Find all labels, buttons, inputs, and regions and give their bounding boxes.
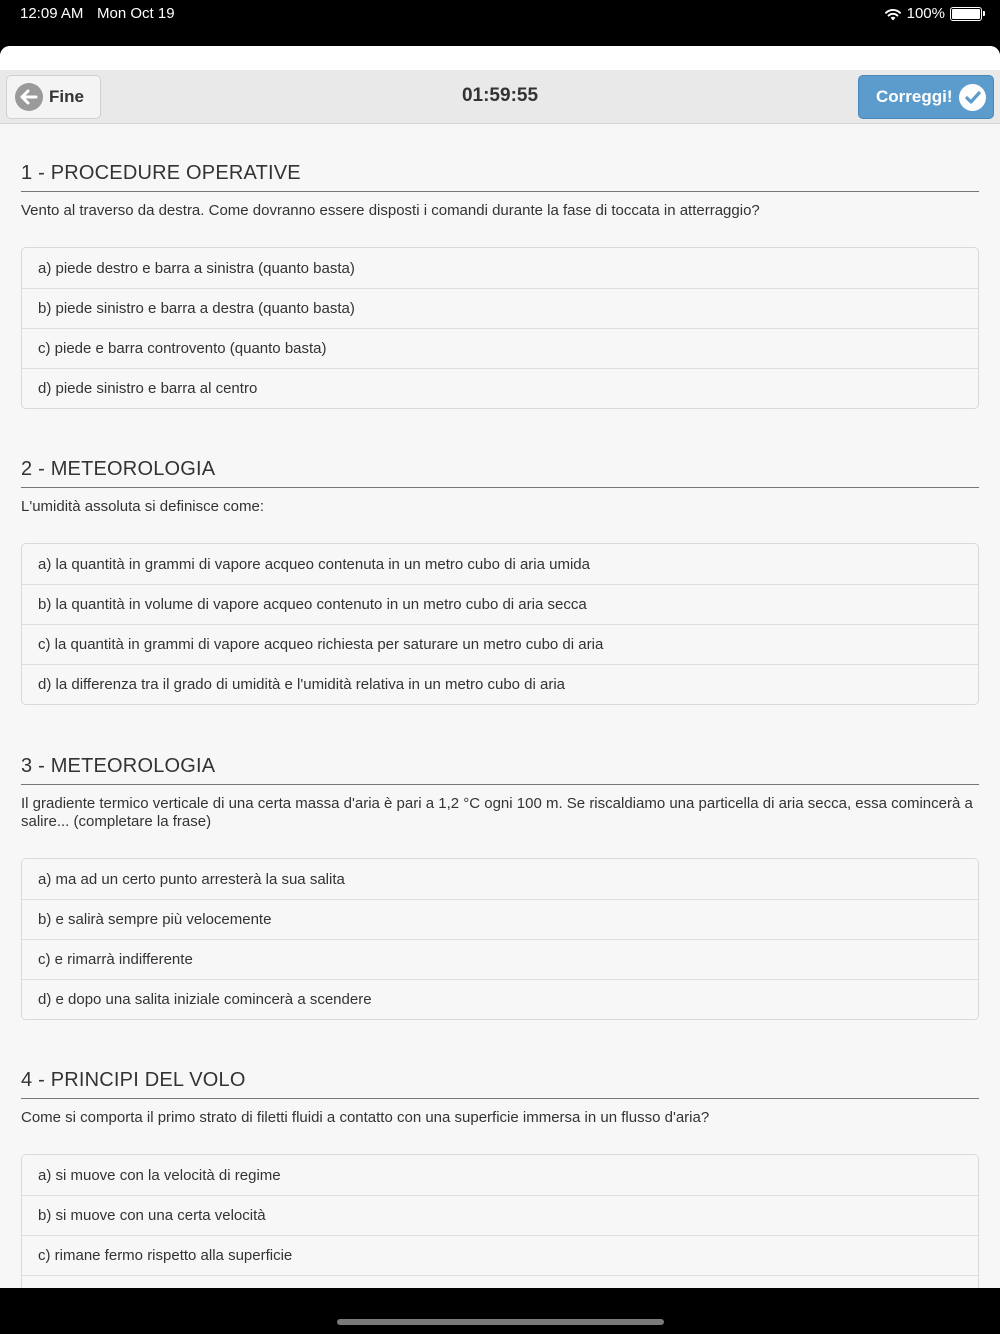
question-title: 4 - PRINCIPI DEL VOLO <box>21 1069 979 1099</box>
answer-option[interactable]: b) la quantità in volume di vapore acqueo contenuto in un metro cubo di aria secca <box>22 584 978 624</box>
status-date: Mon Oct 19 <box>97 5 175 22</box>
answer-option[interactable]: a) si muove con la velocità di regime <box>22 1155 978 1195</box>
question-text: L'umidità assoluta si definisce come: <box>21 498 264 515</box>
status-bar <box>0 0 1000 46</box>
answer-option[interactable]: b) si muove con una certa velocità <box>22 1195 978 1235</box>
answer-option[interactable]: b) e salirà sempre più velocemente <box>22 899 978 939</box>
correggi-button-label: Correggi! <box>876 87 953 106</box>
toolbar <box>0 70 1000 124</box>
question-title: 3 - METEOROLOGIA <box>21 755 979 785</box>
answer-option[interactable]: a) piede destro e barra a sinistra (quanto basta) <box>22 248 978 288</box>
answer-option[interactable]: d) la differenza tra il grado di umidità e l'umidità relativa in un metro cubo di aria <box>22 664 978 704</box>
answer-option[interactable]: a) la quantità in grammi di vapore acqueo contenuta in un metro cubo di aria umida <box>22 544 978 584</box>
wifi-icon <box>884 7 902 21</box>
question-text: Come si comporta il primo strato di filetti fluidi a contatto con una superficie immersa in un flusso d'aria? <box>21 1109 710 1126</box>
correggi-button[interactable] <box>858 75 994 119</box>
answer-option[interactable]: d) piede sinistro e barra al centro <box>22 368 978 408</box>
home-indicator[interactable] <box>337 1319 664 1325</box>
question-2 <box>21 458 979 693</box>
answer-list <box>21 858 979 1020</box>
question-title: 2 - METEOROLOGIA <box>21 458 979 488</box>
question-4 <box>21 1069 979 1264</box>
question-title: 1 - PROCEDURE OPERATIVE <box>21 162 979 192</box>
question-1 <box>21 162 979 397</box>
home-bar <box>0 1288 1000 1334</box>
answer-option[interactable]: d) e dopo una salita iniziale comincerà a scendere <box>22 979 978 1019</box>
answer-option[interactable]: b) piede sinistro e barra a destra (quanto basta) <box>22 288 978 328</box>
battery-icon <box>950 7 982 21</box>
answer-list <box>21 247 979 409</box>
checkmark-icon <box>959 84 986 111</box>
question-3 <box>21 755 979 1008</box>
fine-button-label: Fine <box>49 87 84 106</box>
question-text: Vento al traverso da destra. Come dovranno essere disposti i comandi durante la fase di toccata in atterraggio? <box>21 202 760 219</box>
question-text: Il gradiente termico verticale di una certa massa d'aria è pari a 1,2 °C ogni 100 m. Se riscaldiamo una particella di aria secca, essa comincerà a salire... (completare la frase) <box>21 795 973 830</box>
battery-percentage: 100% <box>906 5 945 22</box>
answer-list <box>21 543 979 705</box>
countdown-timer: 01:59:55 <box>461 85 539 106</box>
answer-option[interactable]: c) e rimarrà indifferente <box>22 939 978 979</box>
quiz-screen <box>0 46 1000 1288</box>
answer-option[interactable] <box>22 1275 978 1288</box>
answer-option[interactable]: a) ma ad un certo punto arresterà la sua salita <box>22 859 978 899</box>
status-time: 12:09 AM <box>20 5 84 22</box>
status-indicators <box>884 5 982 22</box>
answer-option[interactable]: c) la quantità in grammi di vapore acqueo richiesta per saturare un metro cubo di aria <box>22 624 978 664</box>
answer-list <box>21 1154 979 1288</box>
answer-option[interactable]: c) piede e barra controvento (quanto basta) <box>22 328 978 368</box>
answer-option[interactable]: c) rimane fermo rispetto alla superficie <box>22 1235 978 1275</box>
